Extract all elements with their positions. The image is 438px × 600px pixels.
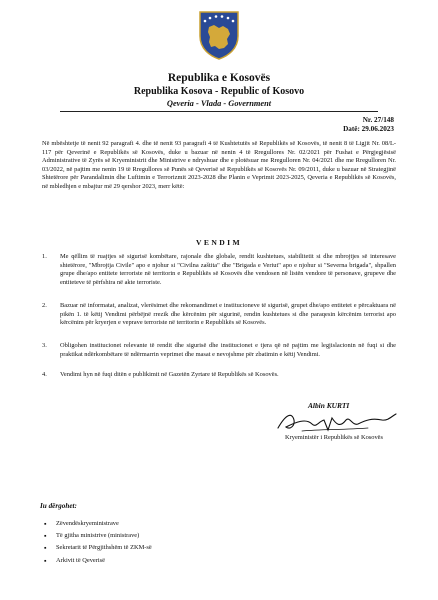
item-number: 4.	[42, 371, 47, 378]
decision-item	[42, 371, 396, 380]
item-number: 3.	[42, 342, 47, 349]
distribution-list	[44, 518, 152, 567]
list-item: ▪ Arkivit të Qeverisë	[44, 555, 152, 567]
item-number: 2.	[42, 302, 47, 309]
item-text: Bazuar në informatat, analizat, vlerësimet dhe rekomandimet e institucioneve të sigurisë, grupet dhe/apo entitetet e përcaktuara në pikën 1. të këtij Vendimi përbëjnë rrezik dhe kërcënim për sigurinë, rendin kushtetues si dhe paraqesin kërcënim terrorist apo kërcënim për kryerjen e veprave terroriste në territorin e Republikës së Kosovës.	[60, 302, 396, 326]
list-item: ▪ Të gjitha ministrive (ministrave)	[44, 530, 152, 542]
government-line: Qeveria - Vlada - Government	[166, 99, 272, 108]
kosovo-coat-of-arms-icon	[197, 10, 241, 60]
list-item: ▪ Sekretarit të Përgjithshëm të ZKM-së	[44, 542, 152, 554]
preamble: Në mbështetje të nenit 92 paragrafi 4. dhe të nenit 93 paragrafi 4 të Kushtetutës së Republikës së Kosovës, të nenit 8 të Ligjit Nr. 08/L-117 për Qeverinë e Republikës së Kosovës, duke u bazuar në nenin 4 të Rregullores Nr. 02/2021 për Fushat e Përgjegjësisë Administrative të Zyrës së Kryeministrit dhe Ministrive e ndryshuar dhe e plotësuar me Rregulloren Nr. 04/2021 dhe me Rregulloren Nr. 03/2022, në pajtim me nenin 19 të Rregullores së Punës së Qeverisë së Republikës së Kosovës Nr. 09/2011, duke u bazuar në Strategjinë Shtetërore për Parandalimin dhe Luftimin e Terrorizmit 2023-2028 dhe Planin e Veprimit 2023-2025, Qeveria e Republikës së Kosovës, në mbledhjen e mbajtur më 29 qershor 2023, merr këtë:	[42, 140, 396, 190]
signer-title: Kryeministër i Republikës së Kosovës	[285, 434, 383, 441]
document-date: Datë: 29.06.2023	[343, 125, 394, 133]
republic-title: Republika e Kosovës	[167, 72, 271, 84]
republic-subtitle: Republika Kosova - Republic of Kosovo	[133, 86, 305, 97]
item-text: Vendimi hyn në fuqi ditën e publikimit në Gazetën Zyrtare të Republikës së Kosovës.	[60, 371, 279, 378]
decision-item	[42, 253, 396, 287]
list-item: ▪ Zëvendëskryeministrave	[44, 518, 152, 530]
decision-title: VENDIM	[195, 238, 243, 247]
header-divider	[60, 111, 378, 112]
item-number: 1.	[42, 253, 47, 260]
decision-item	[42, 342, 396, 359]
handwritten-signature-icon	[272, 408, 402, 436]
item-text: Me qëllim të ruajtjes së sigurisë kombëtare, rajonale dhe globale, rendit kushtetues, stabilitetit si dhe mbrojtjes së interesave shtetërore, "Mbrojtja Civile" apo e njohur si "Civilna zaštita" dhe "Brigada e Veriut" apo e njohur si "Severna brigada", shpallen grupe dhe/apo entitete terroriste në territorin e Republikës së Kosovës dhe vendosen në listën vendore të personave, grupeve dhe entiteteve të përfshira në akte terroriste.	[60, 253, 396, 286]
signer-name: Albin KURTI	[308, 401, 350, 410]
distribution-title: Iu dërgohet:	[40, 502, 77, 510]
document-number: Nr. 27/148	[362, 116, 394, 124]
decision-item	[42, 302, 396, 328]
item-text: Obligohen institucionet relevante të rendit dhe sigurisë dhe institucionet e tjera që në pajtim me legjislacionin në fuqi si dhe praktikat ndërkombëtare të ndërmarrin veprimet dhe masat e nevojshme për zbatimin e këtij Vendimi.	[60, 342, 396, 358]
